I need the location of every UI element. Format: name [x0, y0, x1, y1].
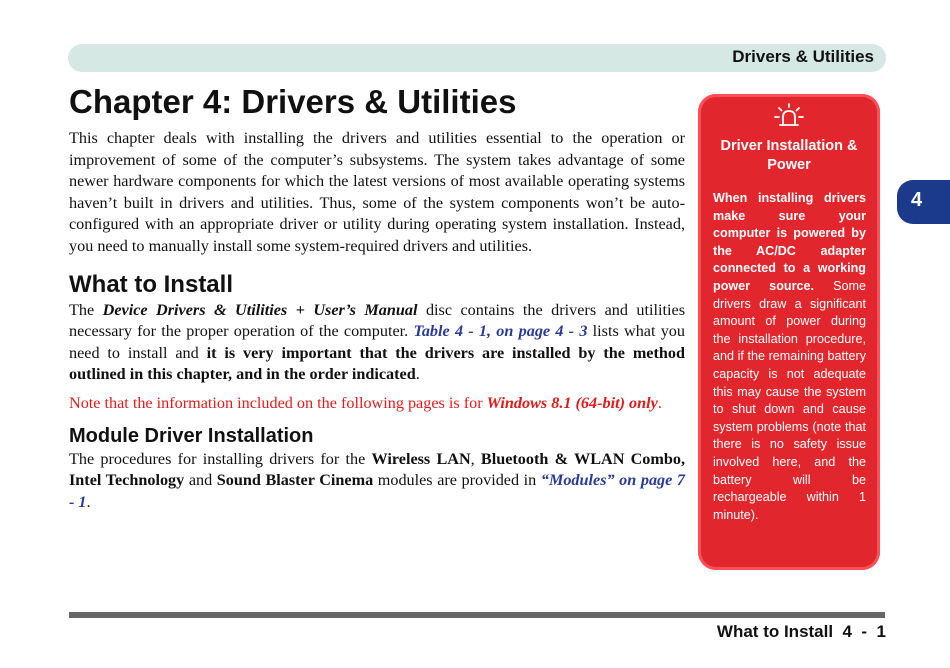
main-content: [69, 80, 685, 513]
text-span: lists what you need to install and: [69, 322, 685, 362]
module-paragraph: [69, 449, 685, 514]
alarm-bell-icon: [772, 102, 806, 132]
os-note: [69, 393, 685, 415]
text-span: .: [86, 492, 91, 511]
sidebar-note: [698, 94, 880, 570]
footer-page-label: What to Install 4 - 1: [716, 622, 886, 641]
note-text: Note that the information included on the following pages is for: [69, 393, 487, 412]
text-span: ,: [470, 449, 481, 468]
text-span: .: [415, 365, 420, 384]
intro-paragraph: This chapter deals with installing the drivers and utilities essential to the operation or improvement of some of the computer’s subsystems. The system takes advantage of some newer hardware components for which the latest versions of most available operating systems haven’t built in drivers and utilities. Thus, some of the system components won’t be auto-configured with an appropriate driver or utility during operating system installation. Instead, you need to manually install some system-required drivers and utilities.: [69, 129, 685, 255]
chapter-tab: [897, 180, 950, 224]
module-sound-blaster: Sound Blaster Cinema: [216, 471, 374, 490]
text-span: disc contains the drivers and utilities necessary for the proper operation of the computer.: [69, 300, 685, 341]
sidebar-bold-text: When installing drivers make sure your computer is powered by the AC/DC adapter connected to a working power source.: [713, 191, 866, 293]
note-os: Windows 8.1 (64-bit) only: [486, 393, 658, 412]
what-to-install-paragraph: [69, 300, 685, 386]
chapter-tab-number: 4: [911, 189, 923, 211]
text-span: The procedures for installing drivers for the: [69, 449, 372, 468]
text-span: and: [184, 471, 217, 490]
important-text: it is very important that the drivers are installed by the method outlined in this chapter, and in the order indicated: [69, 343, 685, 384]
footer-rule: [69, 612, 885, 618]
what-to-install-heading: What to Install: [69, 270, 233, 298]
module-driver-heading: Module Driver Installation: [69, 424, 314, 447]
text-span: The: [69, 300, 103, 319]
disc-name: Device Drivers & Utilities + User’s Manual: [102, 300, 418, 319]
table-reference-link[interactable]: Table 4 - 1, on page 4 - 3: [413, 322, 588, 341]
sidebar-body: [713, 190, 866, 524]
header-title: Drivers & Utilities: [732, 47, 874, 66]
modules-reference-link[interactable]: “Modules” on page 7 - 1: [69, 471, 686, 511]
note-end: .: [657, 393, 662, 412]
header-bar: [68, 44, 886, 72]
sidebar-heading: Driver Installation & Power: [720, 138, 858, 173]
module-bluetooth: Bluetooth & WLAN Combo, Intel Technology: [69, 449, 686, 490]
text-span: modules are provided in: [373, 471, 541, 490]
chapter-title: Chapter 4: Drivers & Utilities: [69, 83, 517, 120]
sidebar-text: Some drivers draw a significant amount of power during the installation procedure, and if the remaining battery capacity is not adequate this may cause the system to shut down and cause system problems (note that there is no safety issue involved here, and the battery will be rechargeable within 1 minute).: [713, 278, 866, 522]
module-wireless-lan: Wireless LAN: [371, 449, 471, 468]
